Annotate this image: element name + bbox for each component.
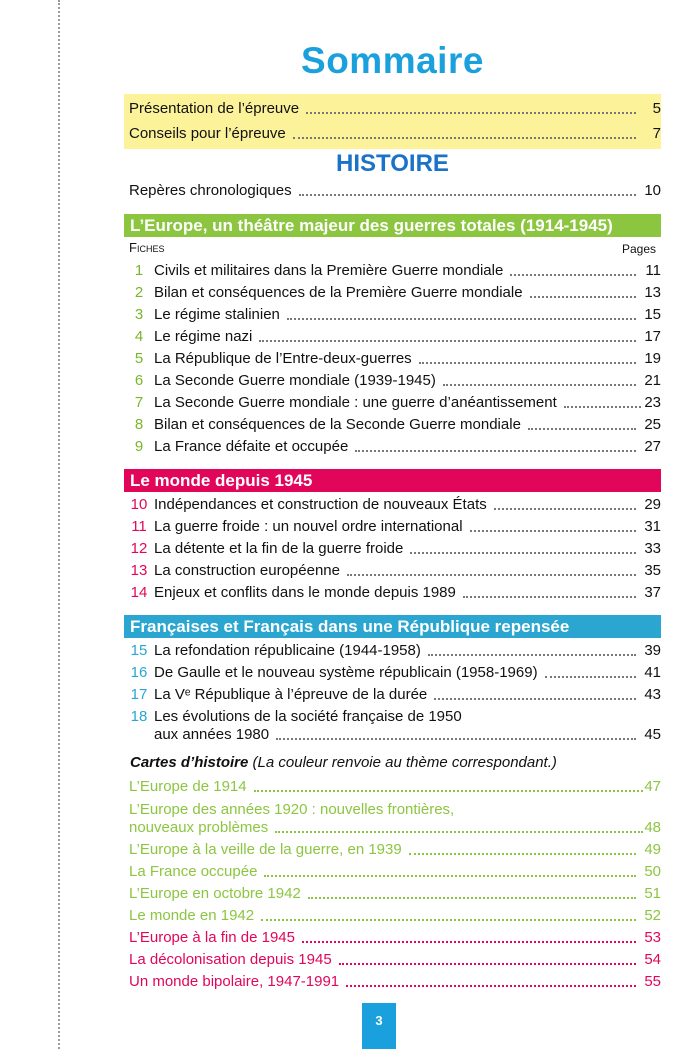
- toc-entry-presentation[interactable]: Présentation de l’épreuve 5: [129, 100, 661, 117]
- theme-band-europe-guerres: L’Europe, un théâtre majeur des guerres totales (1914-1945): [124, 214, 661, 237]
- toc-entry-conseils[interactable]: Conseils pour l’épreuve 7: [129, 125, 661, 142]
- map-entry[interactable]: L’Europe des années 1920 : nouvelles frontières,: [129, 801, 455, 818]
- fiche-entry[interactable]: 1 Civils et militaires dans la Première Guerre mondiale 11: [134, 262, 661, 279]
- theme-band-monde-1945: Le monde depuis 1945: [124, 469, 661, 492]
- fiche-entry[interactable]: 18 Les évolutions de la société française de 1950: [130, 708, 462, 725]
- fiches-label: Fiches: [129, 240, 165, 255]
- map-entry[interactable]: Un monde bipolaire, 1947-1991 55: [129, 973, 661, 990]
- fiche-entry[interactable]: 5 La République de l’Entre-deux-guerres 19: [134, 350, 661, 367]
- page-number-tab: 3: [362, 1003, 396, 1049]
- cartes-heading: Cartes d’histoire (La couleur renvoie au thème correspondant.): [130, 754, 557, 771]
- map-entry[interactable]: L’Europe de 1914 47: [129, 778, 661, 795]
- toc-entry-reperes[interactable]: Repères chronologiques 10: [129, 182, 661, 199]
- fiche-entry[interactable]: 10 Indépendances et construction de nouveaux États 29: [130, 496, 661, 513]
- map-entry[interactable]: Le monde en 1942 52: [129, 907, 661, 924]
- fiche-entry[interactable]: 4 Le régime nazi 17: [134, 328, 661, 345]
- fiche-entry[interactable]: 9 La France défaite et occupée 27: [134, 438, 661, 455]
- map-entry[interactable]: La décolonisation depuis 1945 54: [129, 951, 661, 968]
- map-entry[interactable]: L’Europe à la veille de la guerre, en 1939 49: [129, 841, 661, 858]
- map-entry[interactable]: La France occupée 50: [129, 863, 661, 880]
- pages-label: Pages: [621, 242, 656, 256]
- section-heading-histoire: HISTOIRE: [336, 150, 449, 177]
- fiche-entry[interactable]: 15 La refondation républicaine (1944-1958) 39: [130, 642, 661, 659]
- theme-band-republique: Françaises et Français dans une République repensée: [124, 615, 661, 638]
- fiche-entry[interactable]: 6 La Seconde Guerre mondiale (1939-1945) 21: [134, 372, 661, 389]
- fiche-entry[interactable]: 14 Enjeux et conflits dans le monde depuis 1989 37: [130, 584, 661, 601]
- fiche-entry[interactable]: 12 La détente et la fin de la guerre froide 33: [130, 540, 661, 557]
- page-title: Sommaire: [301, 40, 484, 81]
- fiche-entry[interactable]: 7 La Seconde Guerre mondiale : une guerre d’anéantissement 23: [134, 394, 661, 411]
- fiche-entry[interactable]: 11 La guerre froide : un nouvel ordre international 31: [131, 518, 661, 535]
- map-entry[interactable]: L’Europe en octobre 1942 51: [129, 885, 661, 902]
- fiche-entry[interactable]: 2 Bilan et conséquences de la Première Guerre mondiale 13: [134, 284, 661, 301]
- dotted-margin-line: [58, 0, 60, 1049]
- fiche-entry[interactable]: 8 Bilan et conséquences de la Seconde Guerre mondiale 25: [134, 416, 661, 433]
- fiche-entry-continued[interactable]: aux années 1980 45: [154, 726, 661, 743]
- map-entry-continued[interactable]: nouveaux problèmes 48: [129, 819, 661, 836]
- fiche-entry[interactable]: 17 La Vᵉ République à l’épreuve de la durée 43: [130, 686, 661, 703]
- map-entry[interactable]: L’Europe à la fin de 1945 53: [129, 929, 661, 946]
- fiche-entry[interactable]: 3 Le régime stalinien 15: [134, 306, 661, 323]
- fiche-entry[interactable]: 13 La construction européenne 35: [130, 562, 661, 579]
- fiche-entry[interactable]: 16 De Gaulle et le nouveau système républicain (1958-1969) 41: [130, 664, 661, 681]
